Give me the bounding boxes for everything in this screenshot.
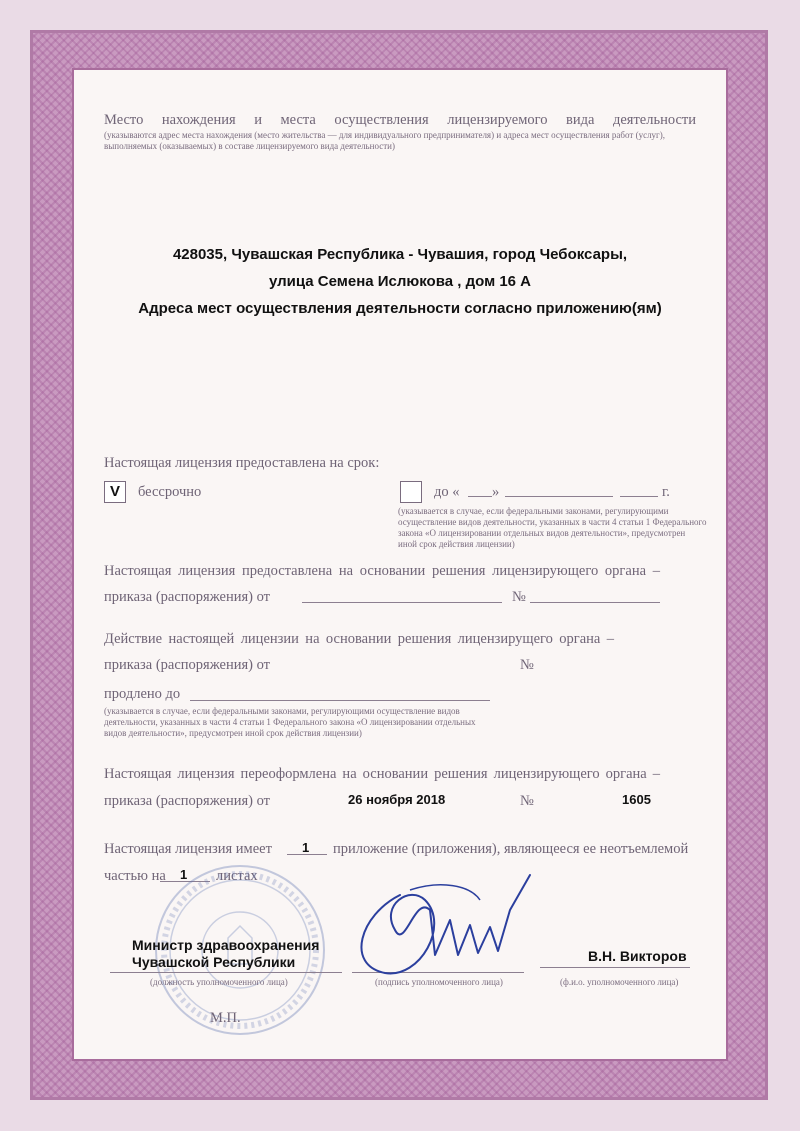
signature-caption: (подпись уполномоченного лица) [375, 977, 503, 987]
handwritten-signature [340, 855, 540, 985]
indefinite-label: бессрочно [138, 484, 202, 500]
extended-until-line [190, 700, 490, 701]
until-checkbox [400, 481, 422, 503]
term-heading: Настоящая лицензия предоставлена на срок: [104, 455, 380, 471]
basis-line-1: Настоящая лицензия предоставлена на основании решения лицензирующего органа – [104, 563, 660, 579]
appendix-suffix: приложение (приложения), являющееся ее неотъемлемой [333, 841, 689, 857]
signer-position-line-1: Министр здравоохранения [132, 937, 320, 953]
address-line-1: 428035, Чувашская Республика - Чувашия, город Чебоксары, [172, 246, 628, 263]
extension-line-1: Действие настоящей лицензии на основании решения лицензирущего органа – [104, 631, 614, 647]
until-suffix: г. [662, 484, 670, 500]
extension-note-3: видов деятельности», предусмотрен иной срок действия лицензии) [104, 728, 362, 738]
name-caption: (ф.и.о. уполномоченного лица) [560, 977, 679, 987]
header-note-1: (указываются адрес места нахождения (место жительства — для индивидуального предпринимателя) и адреса мест осуществления работ (услуг), [104, 130, 665, 140]
term-note-1: (указывается в случае, если федеральными законами, регулирующими [398, 506, 669, 516]
term-note-3: закона «О лицензировании отдельных видов деятельности», предусмотрен [398, 528, 686, 538]
indefinite-checkbox [104, 481, 126, 503]
reissue-date: 26 ноября 2018 [348, 792, 446, 807]
until-year-line [620, 496, 658, 497]
stamp-place-label: М.П. [210, 1010, 241, 1026]
until-month-line [505, 496, 613, 497]
header-note-2: выполняемых (оказываемых) в составе лицензируемого вида деятельности) [104, 141, 395, 151]
extension-note-2: деятельности, указанных в части 4 статьи 1 Федерального закона «О лицензировании отдельных [104, 717, 476, 727]
extension-note-1: (указывается в случае, если федеральными законами, регулирующими осуществление видов [104, 706, 460, 716]
term-note-2: осуществление видов деятельности, указанных в части 4 статьи 1 Федерального [398, 517, 707, 527]
reissue-line-2: приказа (распоряжения) от [104, 793, 270, 809]
extended-until-label: продлено до [104, 686, 181, 702]
reissue-line-1: Настоящая лицензия переоформлена на основании решения лицензирующего органа – [104, 766, 660, 782]
signer-name: В.Н. Викторов [588, 948, 687, 964]
appendix-prefix: Настоящая лицензия имеет [104, 841, 272, 857]
basis-number-line [530, 602, 660, 603]
header-title: Место нахождения и места осуществления лицензируемого вида деятельности [104, 112, 696, 128]
appendix-sheets-label: листах [216, 868, 258, 884]
basis-number-sign: № [512, 589, 526, 605]
indefinite-check-mark: V [109, 483, 120, 500]
until-day-line [468, 496, 492, 497]
extension-line-2: приказа (распоряжения) от [104, 657, 270, 673]
position-line [110, 972, 342, 973]
position-caption: (должность уполномоченного лица) [150, 977, 288, 987]
appendix-part-prefix: частью на [104, 868, 166, 884]
appendix-sheets: 1 [180, 867, 188, 882]
extension-number-sign: № [520, 657, 534, 673]
term-note-4: иной срок действия лицензии) [398, 539, 515, 549]
until-prefix: до « [434, 484, 460, 500]
basis-date-line [302, 602, 502, 603]
name-line [540, 967, 690, 968]
address-line-3: Адреса мест осуществления деятельности согласно приложению(ям) [138, 300, 662, 317]
reissue-number: 1605 [622, 792, 651, 807]
basis-line-2: приказа (распоряжения) от [104, 589, 270, 605]
reissue-number-sign: № [520, 793, 534, 809]
until-mid: » [492, 484, 500, 500]
appendix-count: 1 [302, 840, 310, 855]
signer-position-line-2: Чувашской Республики [132, 954, 296, 970]
address-line-2: улица Семена Ислюкова , дом 16 А [268, 273, 532, 290]
